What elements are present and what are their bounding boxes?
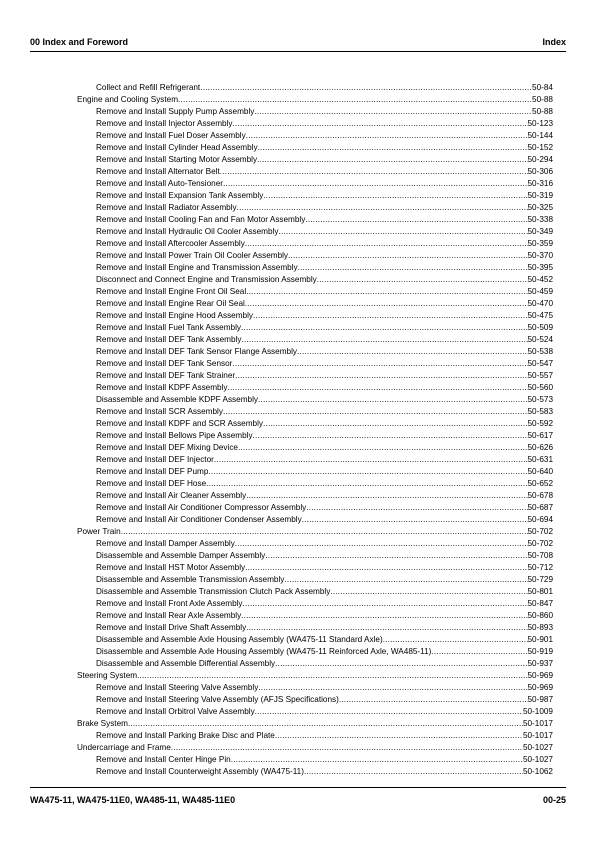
toc-entry-title: Remove and Install Air Conditioner Condenser Assembly (96, 515, 302, 524)
toc-entry-title: Remove and Install SCR Assembly (96, 407, 223, 416)
toc-entry-page: 50-359 (527, 239, 553, 248)
toc-section-entry (77, 526, 553, 538)
page-number: 00-25 (542, 795, 566, 805)
toc-entry-title: Remove and Install Front Axle Assembly (96, 599, 243, 608)
toc-entry (77, 250, 553, 262)
toc-entry-page: 50-88 (532, 95, 553, 104)
toc-entry (77, 598, 553, 610)
dot-leader (235, 370, 527, 382)
toc-entry-page: 50-694 (527, 515, 553, 524)
toc-entry (77, 538, 553, 550)
toc-entry-page: 50-452 (527, 275, 553, 284)
toc-entry (77, 274, 553, 286)
toc-entry-title: Remove and Install Damper Assembly (96, 539, 235, 548)
toc-entry-page: 50-1017 (522, 731, 553, 740)
toc-entry-title: Remove and Install Cooling Fan and Fan Motor Assembly (96, 215, 306, 224)
toc-entry-title: Remove and Install Orbitrol Valve Assembly (96, 707, 255, 716)
toc-entry-page: 50-470 (527, 299, 553, 308)
toc-entry-title: Remove and Install Expansion Tank Assembly (96, 191, 264, 200)
toc-entry (77, 262, 553, 274)
toc-entry-title: Remove and Install Counterweight Assembly (WA475-11) (96, 767, 304, 776)
toc-entry-page: 50-801 (527, 587, 553, 596)
dot-leader (241, 322, 527, 334)
dot-leader (223, 178, 528, 190)
toc-entry-title: Remove and Install Cylinder Head Assembly (96, 143, 258, 152)
dot-leader (298, 262, 528, 274)
toc-entry-page: 50-538 (527, 347, 553, 356)
toc-entry (77, 286, 553, 298)
toc-entry-title: Remove and Install Parking Brake Disc and Plate (96, 731, 275, 740)
toc-entry (77, 466, 553, 478)
toc-entry-page: 50-583 (527, 407, 553, 416)
toc-entry (77, 202, 553, 214)
toc-entry (77, 586, 553, 598)
toc-entry (77, 382, 553, 394)
dot-leader (241, 334, 527, 346)
dot-leader (246, 490, 527, 502)
toc-entry-page: 50-702 (527, 539, 553, 548)
dot-leader (302, 514, 528, 526)
toc-entry-title: Disassemble and Assemble Transmission Assembly (96, 575, 285, 584)
toc-entry-title: Remove and Install DEF Pump (96, 467, 209, 476)
dot-leader (265, 550, 527, 562)
toc-entry (77, 550, 553, 562)
toc-section-entry (77, 742, 553, 754)
dot-leader (214, 454, 528, 466)
chapter-label: Index (542, 37, 566, 47)
toc-entry (77, 370, 553, 382)
dot-leader (297, 346, 528, 358)
dot-leader (237, 202, 528, 214)
toc-entry-page: 50-84 (532, 83, 553, 92)
toc-entry (77, 562, 553, 574)
page-header (30, 37, 566, 51)
toc-entry (77, 298, 553, 310)
toc-entry-page: 50-652 (527, 479, 553, 488)
dot-leader (263, 418, 527, 430)
toc-entry-title: Remove and Install Aftercooler Assembly (96, 239, 245, 248)
toc-section-entry (77, 670, 553, 682)
toc-entry-page: 50-687 (527, 503, 553, 512)
toc-entry (77, 610, 553, 622)
toc-entry (77, 82, 553, 94)
toc-entry (77, 730, 553, 742)
toc-entry (77, 442, 553, 454)
toc-entry-title: Remove and Install DEF Tank Sensor Flange Assembly (96, 347, 297, 356)
dot-leader (431, 646, 527, 658)
toc-entry-title: Remove and Install DEF Injector (96, 455, 214, 464)
toc-entry-title: Remove and Install Power Train Oil Cooler Assembly (96, 251, 289, 260)
toc-entry-page: 50-1027 (522, 743, 553, 752)
dot-leader (235, 538, 528, 550)
toc-entry (77, 310, 553, 322)
toc-entry (77, 514, 553, 526)
toc-entry-page: 50-395 (527, 263, 553, 272)
toc-entry-title: Remove and Install Radiator Assembly (96, 203, 237, 212)
toc-entry-page: 50-475 (527, 311, 553, 320)
dot-leader (232, 358, 527, 370)
dot-leader (253, 430, 528, 442)
dot-leader (206, 478, 527, 490)
toc-entry-title: Remove and Install DEF Hose (96, 479, 207, 488)
toc-entry (77, 646, 553, 658)
dot-leader (245, 562, 527, 574)
toc-entry-title: Remove and Install Fuel Tank Assembly (96, 323, 242, 332)
dot-leader (275, 658, 527, 670)
toc-entry-title: Remove and Install HST Motor Assembly (96, 563, 246, 572)
dot-leader (278, 226, 527, 238)
toc-entry (77, 658, 553, 670)
toc-entry (77, 118, 553, 130)
dot-leader (238, 442, 528, 454)
dot-leader (137, 670, 527, 682)
toc-entry (77, 478, 553, 490)
toc-entry (77, 430, 553, 442)
toc-entry (77, 214, 553, 226)
dot-leader (339, 694, 528, 706)
dot-leader (245, 238, 528, 250)
toc-entry-page: 50-678 (527, 491, 553, 500)
toc-entry-page: 50-325 (527, 203, 553, 212)
toc-entry-page: 50-123 (527, 119, 553, 128)
dot-leader (257, 154, 527, 166)
toc-entry (77, 322, 553, 334)
footer-rule (30, 787, 566, 788)
toc-entry-page: 50-640 (527, 467, 553, 476)
dot-leader (178, 94, 532, 106)
dot-leader (258, 142, 528, 154)
toc-entry-page: 50-547 (527, 359, 553, 368)
toc-entry-page: 50-306 (527, 167, 553, 176)
toc-entry-title: Disassemble and Assemble Axle Housing Assembly (WA475-11 Reinforced Axle, WA485-11) (96, 647, 432, 656)
toc-entry (77, 574, 553, 586)
toc-entry (77, 682, 553, 694)
header-rule (30, 51, 566, 52)
dot-leader (246, 130, 528, 142)
section-title: 00 Index and Foreword (30, 37, 129, 47)
dot-leader (275, 730, 523, 742)
toc-entry (77, 334, 553, 346)
toc-entry-title: Remove and Install Bellows Pipe Assembly (96, 431, 253, 440)
dot-leader (220, 166, 528, 178)
toc-entry-page: 50-560 (527, 383, 553, 392)
toc-entry (77, 178, 553, 190)
toc-entry (77, 166, 553, 178)
toc-entry-title: Disassemble and Assemble Transmission Clutch Pack Assembly (96, 587, 331, 596)
toc-entry (77, 634, 553, 646)
toc-entry (77, 454, 553, 466)
toc-entry-page: 50-969 (527, 671, 553, 680)
dot-leader (258, 682, 527, 694)
toc-entry-title: Remove and Install KDPF and SCR Assembly (96, 419, 264, 428)
toc-entry (77, 394, 553, 406)
toc-entry-page: 50-712 (527, 563, 553, 572)
toc-entry-page: 50-919 (527, 647, 553, 656)
dot-leader (128, 718, 523, 730)
toc-entry-page: 50-557 (527, 371, 553, 380)
toc-entry-page: 50-509 (527, 323, 553, 332)
toc-entry-title: Engine and Cooling System (77, 95, 179, 104)
toc-entry-page: 50-370 (527, 251, 553, 260)
toc-entry-title: Collect and Refill Refrigerant (96, 83, 201, 92)
toc-entry-page: 50-573 (527, 395, 553, 404)
toc-entry-page: 50-626 (527, 443, 553, 452)
toc-entry-title: Remove and Install DEF Tank Sensor (96, 359, 233, 368)
dot-leader (245, 298, 528, 310)
toc-entry-title: Power Train (77, 527, 121, 536)
toc-entry-page: 50-152 (527, 143, 553, 152)
table-of-contents (77, 82, 553, 778)
toc-entry-page: 50-937 (527, 659, 553, 668)
toc-entry-title: Remove and Install Steering Valve Assembly (96, 683, 259, 692)
toc-entry-page: 50-1009 (522, 707, 553, 716)
dot-leader (383, 634, 528, 646)
toc-entry (77, 418, 553, 430)
toc-entry-page: 50-1062 (522, 767, 553, 776)
toc-entry-page: 50-316 (527, 179, 553, 188)
dot-leader (171, 742, 523, 754)
toc-entry-title: Remove and Install Auto-Tensioner (96, 179, 223, 188)
toc-entry-title: Remove and Install Engine Rear Oil Seal (96, 299, 245, 308)
toc-entry-page: 50-1027 (522, 755, 553, 764)
toc-entry (77, 622, 553, 634)
toc-entry-page: 50-617 (527, 431, 553, 440)
toc-entry-page: 50-144 (527, 131, 553, 140)
toc-entry-title: Remove and Install DEF Mixing Device (96, 443, 238, 452)
toc-entry (77, 238, 553, 250)
dot-leader (208, 466, 527, 478)
toc-section-entry (77, 94, 553, 106)
toc-entry-title: Disassemble and Assemble Damper Assembly (96, 551, 266, 560)
dot-leader (317, 274, 528, 286)
dot-leader (330, 586, 527, 598)
toc-entry-page: 50-987 (527, 695, 553, 704)
toc-entry-title: Remove and Install Starting Motor Assembly (96, 155, 258, 164)
toc-entry (77, 754, 553, 766)
toc-entry-page: 50-708 (527, 551, 553, 560)
toc-entry-page: 50-847 (527, 599, 553, 608)
toc-entry-page: 50-319 (527, 191, 553, 200)
toc-entry-title: Remove and Install Hydraulic Oil Cooler Assembly (96, 227, 279, 236)
toc-entry-title: Disassemble and Assemble KDPF Assembly (96, 395, 258, 404)
toc-entry-page: 50-459 (527, 287, 553, 296)
toc-entry-title: Disassemble and Assemble Differential Assembly (96, 659, 276, 668)
dot-leader (253, 310, 527, 322)
dot-leader (306, 502, 527, 514)
toc-entry-title: Remove and Install Engine and Transmission Assembly (96, 263, 298, 272)
toc-entry-page: 50-631 (527, 455, 553, 464)
toc-entry-page: 50-338 (527, 215, 553, 224)
toc-entry-page: 50-1017 (522, 719, 553, 728)
dot-leader (258, 394, 528, 406)
dot-leader (233, 118, 528, 130)
toc-entry-title: Remove and Install Engine Front Oil Seal (96, 287, 247, 296)
toc-entry (77, 502, 553, 514)
dot-leader (228, 382, 528, 394)
toc-entry-page: 50-349 (527, 227, 553, 236)
dot-leader (241, 610, 527, 622)
toc-entry-page: 50-860 (527, 611, 553, 620)
dot-leader (223, 406, 528, 418)
toc-entry-page: 50-893 (527, 623, 553, 632)
dot-leader (121, 526, 528, 538)
toc-entry-page: 50-592 (527, 419, 553, 428)
toc-entry-title: Remove and Install Air Cleaner Assembly (96, 491, 247, 500)
toc-entry-title: Undercarriage and Frame (77, 743, 171, 752)
dot-leader (243, 598, 528, 610)
toc-entry (77, 766, 553, 778)
toc-entry (77, 490, 553, 502)
toc-entry-title: Steering System (77, 671, 138, 680)
toc-entry-title: Remove and Install Rear Axle Assembly (96, 611, 242, 620)
page-footer (30, 795, 566, 809)
dot-leader (255, 706, 523, 718)
toc-entry (77, 706, 553, 718)
dot-leader (305, 214, 527, 226)
toc-entry-title: Remove and Install Injector Assembly (96, 119, 233, 128)
toc-entry (77, 226, 553, 238)
toc-entry-title: Remove and Install Alternator Belt (96, 167, 220, 176)
dot-leader (246, 286, 527, 298)
toc-entry (77, 190, 553, 202)
toc-entry-title: Remove and Install Center Hinge Pin (96, 755, 231, 764)
dot-leader (288, 250, 527, 262)
toc-entry-page: 50-969 (527, 683, 553, 692)
toc-entry-page: 50-88 (532, 107, 553, 116)
toc-entry-title: Remove and Install Fuel Doser Assembly (96, 131, 246, 140)
toc-entry-page: 50-524 (527, 335, 553, 344)
toc-entry-page: 50-901 (527, 635, 553, 644)
toc-entry-title: Remove and Install Engine Hood Assembly (96, 311, 254, 320)
toc-entry-title: Remove and Install Drive Shaft Assembly (96, 623, 247, 632)
toc-entry (77, 358, 553, 370)
toc-entry-title: Remove and Install DEF Tank Assembly (96, 335, 242, 344)
toc-entry (77, 406, 553, 418)
toc-entry (77, 106, 553, 118)
toc-entry-title: Remove and Install DEF Tank Strainer (96, 371, 236, 380)
model-list: WA475-11, WA475-11E0, WA485-11, WA485-11E0 (30, 795, 236, 805)
toc-entry-title: Brake System (77, 719, 128, 728)
dot-leader (284, 574, 527, 586)
dot-leader (200, 82, 532, 94)
toc-entry-title: Remove and Install KDPF Assembly (96, 383, 228, 392)
dot-leader (263, 190, 527, 202)
toc-entry-title: Disassemble and Assemble Axle Housing Assembly (WA475-11 Standard Axle) (96, 635, 383, 644)
dot-leader (231, 754, 523, 766)
toc-entry (77, 346, 553, 358)
toc-entry-page: 50-729 (527, 575, 553, 584)
toc-entry-title: Remove and Install Steering Valve Assembly (AFJS Specifications) (96, 695, 339, 704)
dot-leader (246, 622, 527, 634)
toc-entry (77, 154, 553, 166)
toc-section-entry (77, 718, 553, 730)
dot-leader (304, 766, 523, 778)
toc-entry-title: Remove and Install Supply Pump Assembly (96, 107, 255, 116)
toc-entry-title: Remove and Install Air Conditioner Compressor Assembly (96, 503, 307, 512)
toc-entry (77, 142, 553, 154)
toc-entry-page: 50-294 (527, 155, 553, 164)
dot-leader (254, 106, 532, 118)
toc-entry-page: 50-702 (527, 527, 553, 536)
toc-entry (77, 130, 553, 142)
toc-entry-title: Disconnect and Connect Engine and Transmission Assembly (96, 275, 317, 284)
toc-entry (77, 694, 553, 706)
